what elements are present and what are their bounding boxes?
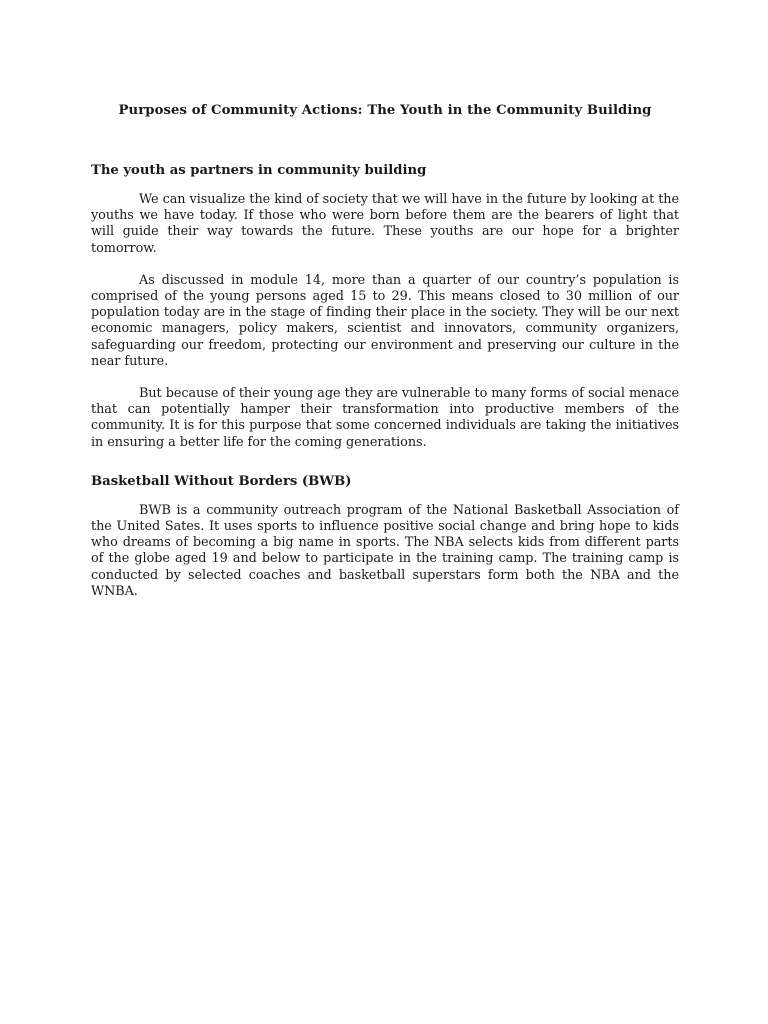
document-title: Purposes of Community Actions: The Youth in the Community Building	[118, 103, 652, 118]
section-heading-youth-partners: The youth as partners in community building	[91, 163, 427, 178]
document-body	[91, 100, 679, 616]
section-heading-bwb: Basketball Without Borders (BWB)	[91, 473, 352, 489]
paragraph: BWB is a community outreach program of the National Basketball Association of the United Sates. It uses sports to influence positive social change and bring hope to kids who dreams of becoming a big name in sports. The NBA selects kids from different parts of the globe aged 19 and below to participate in the training camp. The training camp is conducted by selected coaches and basketball superstars form both the NBA and the WNBA.	[91, 502, 679, 599]
paragraph: But because of their young age they are vulnerable to many forms of social menace that can potentially hamper their transformation into productive members of the community. It is for this purpose that some concerned individuals are taking the initiatives in ensuring a better life for the coming generations.	[91, 386, 679, 450]
paragraph: As discussed in module 14, more than a quarter of our country’s population is comprised of the young persons aged 15 to 29. This means closed to 30 million of our population today are in the stage of finding their place in the society. They will be our next economic managers, policy makers, scientist and innovators, community organizers, safeguarding our freedom, protecting our environment and preserving our culture in the near future.	[91, 272, 679, 369]
paragraph: We can visualize the kind of society that we will have in the future by looking at the youths we have today. If those who were born before them are the bearers of light that will guide their way towards the future. These youths are our hope for a brighter tomorrow.	[91, 192, 679, 256]
